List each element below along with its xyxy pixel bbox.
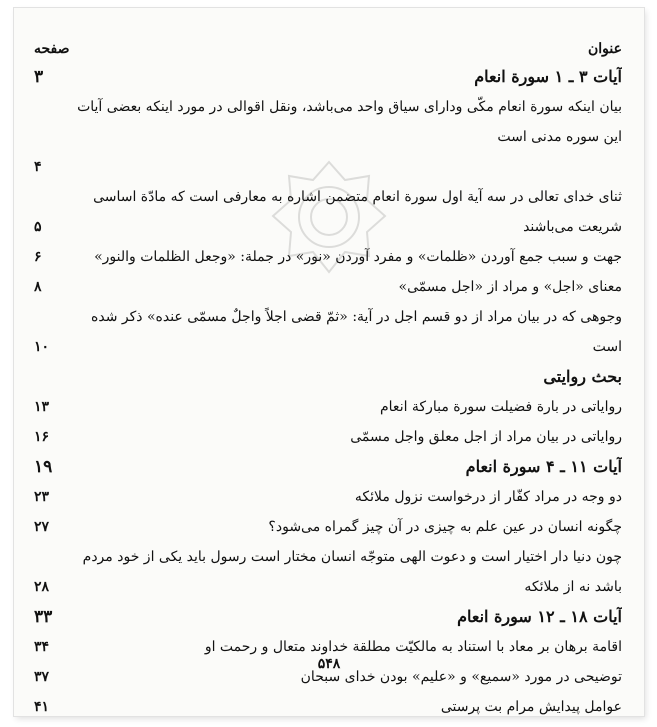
toc-header: [34, 36, 622, 62]
entry-title: روایاتی در بیان مراد از اجل معلق واجل مسمّی: [350, 429, 622, 445]
entry-title: باشد نه از ملائکه: [524, 579, 622, 595]
toc-entry: [34, 242, 622, 272]
entry-title: بحث روایتی: [543, 367, 622, 386]
toc-section-heading: [34, 452, 622, 482]
toc-entry: [34, 692, 622, 722]
page-number: ۵۴۸: [317, 656, 341, 672]
entry-title: توضیحی در مورد «سمیع» و «علیم» بودن خدای سبحان: [300, 669, 622, 685]
toc-entry: [34, 482, 622, 512]
entry-title: آیات ۱۸ ـ ۱۲ سورة انعام: [457, 607, 622, 626]
entry-page-number: ۲۸: [34, 579, 50, 595]
toc-entry: [34, 302, 622, 332]
entry-title: اقامة برهان بر معاد با استناد به مالکیّت مطلقة خداوند متعال و رحمت او: [204, 639, 622, 655]
entry-title: وجوهی که در بیان مراد از دو قسم اجل در آیة: «ثمّ قضی اجلاً واجلٌ مسمّی عنده» ذکر شده: [91, 309, 622, 325]
entry-title: جهت و سبب جمع آوردن «ظلمات» و مفرد آوردن «نور» در جملة: «وجعل الظلمات والنور»: [94, 249, 622, 265]
toc-entry: [34, 392, 622, 422]
page-column-label: صفحه: [34, 41, 70, 57]
entry-title: عوامل پیدایش مرام بت پرستی: [440, 699, 622, 715]
table-of-contents: [34, 36, 622, 722]
entry-page-number: ۲۷: [34, 519, 50, 535]
entry-title: بیان اینکه سورة انعام مکّی ودارای سیاق واحد می‌باشد، ونقل اقوالی در مورد اینکه بعضی آیات: [77, 99, 622, 115]
toc-entry: [34, 272, 622, 302]
toc-entry: [34, 122, 622, 152]
toc-entry: [34, 572, 622, 602]
toc-entry: [34, 92, 622, 122]
entry-page-number: ۳۷: [34, 669, 50, 685]
entry-title: آیات ۱۱ ـ ۴ سورة انعام: [465, 457, 622, 476]
entry-title: شریعت می‌باشند: [523, 219, 622, 235]
toc-entry: [34, 332, 622, 362]
entry-title: روایاتی در بارة فضیلت سورة مبارکة انعام: [380, 399, 622, 415]
entry-title: است: [592, 339, 622, 355]
document-page: [14, 8, 644, 716]
title-column-label: عنوان: [588, 41, 622, 57]
toc-entries: [34, 62, 622, 722]
entry-page-number: ۳۳: [34, 607, 53, 627]
entry-title: ثنای خدای تعالی در سه آیة اول سورة انعام متضمن اشاره به معارفی است که مادّة اساسی: [93, 189, 622, 205]
entry-page-number: ۴: [34, 159, 42, 175]
entry-title: دو وجه در مراد کفّار از درخواست نزول ملائکه: [354, 489, 622, 505]
toc-entry: [34, 182, 622, 212]
toc-entry: [34, 542, 622, 572]
entry-title: آیات ۳ ـ ۱ سورة انعام: [474, 67, 622, 86]
entry-page-number: ۶: [34, 249, 42, 265]
entry-title: معنای «اجل» و مراد از «اجل مسمّی»: [398, 279, 622, 295]
entry-title: این سوره مدنی است: [497, 129, 622, 145]
toc-entry: [34, 512, 622, 542]
toc-entry: [34, 422, 622, 452]
entry-title: چگونه انسان در عین علم به چیزی در آن چیز گمراه می‌شود؟: [268, 519, 622, 535]
toc-section-heading: [34, 602, 622, 632]
entry-page-number: ۳: [34, 67, 44, 87]
entry-page-number: ۱۹: [34, 457, 53, 477]
entry-page-number: ۴۱: [34, 699, 50, 715]
entry-page-number: ۱۶: [34, 429, 50, 445]
toc-section-heading: [34, 62, 622, 92]
entry-page-number: ۲۳: [34, 489, 50, 505]
toc-entry: [34, 212, 622, 242]
toc-entry: [34, 152, 622, 182]
entry-page-number: ۸: [34, 279, 42, 295]
entry-page-number: ۳۴: [34, 639, 50, 655]
toc-subsection-heading: [34, 362, 622, 392]
entry-page-number: ۱۳: [34, 399, 50, 415]
entry-title: چون دنیا دار اختیار است و دعوت الهی متوجّه انسان مختار است رسول باید یکی از خود مردم: [82, 549, 622, 565]
entry-page-number: ۵: [34, 219, 42, 235]
entry-page-number: ۱۰: [34, 339, 50, 355]
